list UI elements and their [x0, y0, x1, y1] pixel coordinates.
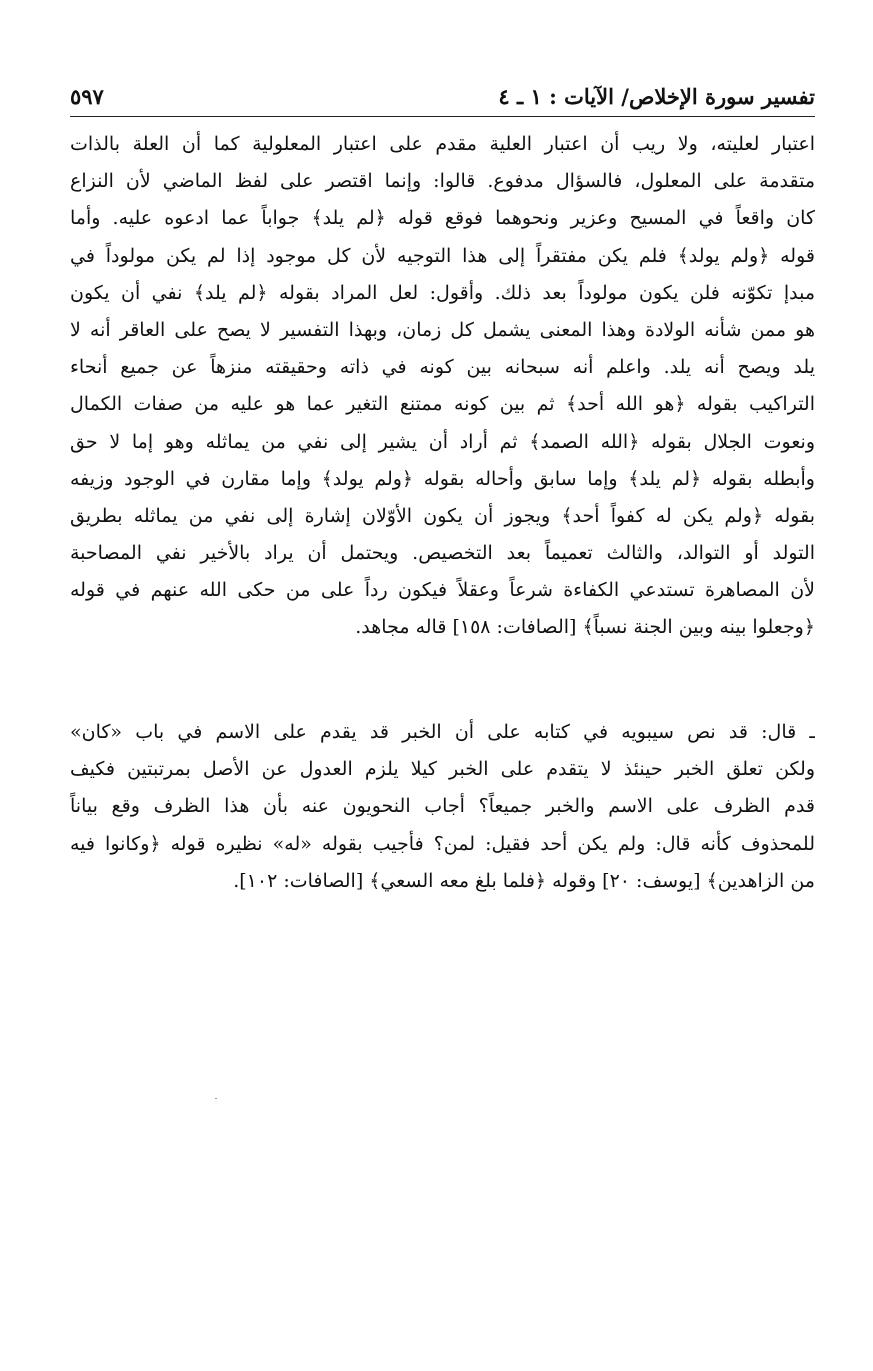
- text-line: للمحذوف كأنه قال: ولم يكن أحد فقيل: لمن؟ فأجيب بقوله «له» نظيره قوله ﴿وكانوا فيه: [70, 832, 815, 855]
- text-line: قوله ﴿ولم يولد﴾ فلم يكن مفتقراً إلى هذا التوجيه لأن كل موجود إذا لم يكن مولوداً في: [70, 244, 815, 267]
- text-line: وأبطله بقوله ﴿لم يلد﴾ وإما سابق وأحاله بقوله ﴿ولم يولد﴾ وإما مقارن في الوجود وزيفه: [70, 467, 815, 490]
- text-line: لأن المصاهرة تستدعي الكفاءة شرعاً وعقلاً فيكون رداً على من حكى الله عنهم في قوله: [70, 579, 815, 602]
- text-line: ولكن تعلق الخبر حينئذ لا يتقدم على الخبر كيلا يلزم العدول عن الأصل بمرتبتين فكيف: [70, 758, 815, 781]
- header-rule: [70, 116, 815, 117]
- text-line: التولد أو التوالد، والثالث تعميماً بعد التخصيص. ويحتمل أن يراد بالأخير نفي المصاحبة: [70, 542, 815, 565]
- margin-mark: [215, 1098, 217, 1099]
- text-line: مبدإ تكوّنه فلن يكون مولوداً بعد ذلك. وأقول: لعل المراد بقوله ﴿لم يلد﴾ نفي أن يكون: [70, 281, 815, 304]
- text-line: اعتبار لعليته، ولا ريب أن اعتبار العلية مقدم على اعتبار المعلولية كما أن العلة بالذات: [70, 133, 815, 155]
- text-line: هو ممن شأنه الولادة وهذا المعنى يشمل كل زمان، وبهذا التفسير لا يصح على العاقر أنه لا: [70, 318, 815, 341]
- text-line: من الزاهدين﴾ [يوسف: ٢٠] وقوله ﴿فلما بلغ معه السعي﴾ [الصافات: ١٠٢].: [233, 869, 815, 892]
- text-line: ﴿وجعلوا بينه وبين الجنة نسباً﴾ [الصافات: ١٥٨] قاله مجاهد.: [355, 616, 815, 639]
- text-line: بقوله ﴿ولم يكن له كفواً أحد﴾ ويجوز أن يكون الأوّلان إشارة إلى نفي من يماثله بطريق: [70, 504, 815, 527]
- text-line: ونعوت الجلال بقوله ﴿الله الصمد﴾ ثم أراد أن يشير إلى نفي من يماثله وهو إما لا حق: [70, 430, 815, 453]
- text-line: التراكيب بقوله ﴿هو الله أحد﴾ ثم بين كونه ممتنع التغير عما هو عليه من صفات الكمال: [70, 393, 815, 416]
- text-line: متقدمة على المعلول، فالسؤال مدفوع. قالوا: وإنما اقتصر على لفظ الماضي لأن النزاع: [70, 170, 815, 193]
- paragraph-2: [70, 714, 815, 900]
- page-number: ٥٩٧: [70, 84, 104, 109]
- text-line: ـ قال: قد نص سيبويه في كتابه على أن الخبر قد يقدم على الاسم في باب «كان»: [70, 721, 815, 743]
- text-line: كان واقعاً في المسيح وعزير ونحوهما فوقع قوله ﴿لم يلد﴾ جواباً عما ادعوه عليه. وأما: [70, 207, 815, 230]
- text-line: قدم الظرف على الاسم والخبر جميعاً؟ أجاب النحويون عنه بأن هذا الظرف وقع بياناً: [70, 795, 815, 818]
- paragraph-1: [70, 126, 815, 647]
- running-title: تفسير سورة الإخلاص/ الآيات : ١ ـ ٤: [498, 84, 815, 109]
- text-line: يلد ويصح أنه يلد. واعلم أنه سبحانه بين كونه في ذاته وحقيقته منزهاً عن جميع أنحاء: [70, 356, 815, 379]
- page-header: [70, 76, 815, 116]
